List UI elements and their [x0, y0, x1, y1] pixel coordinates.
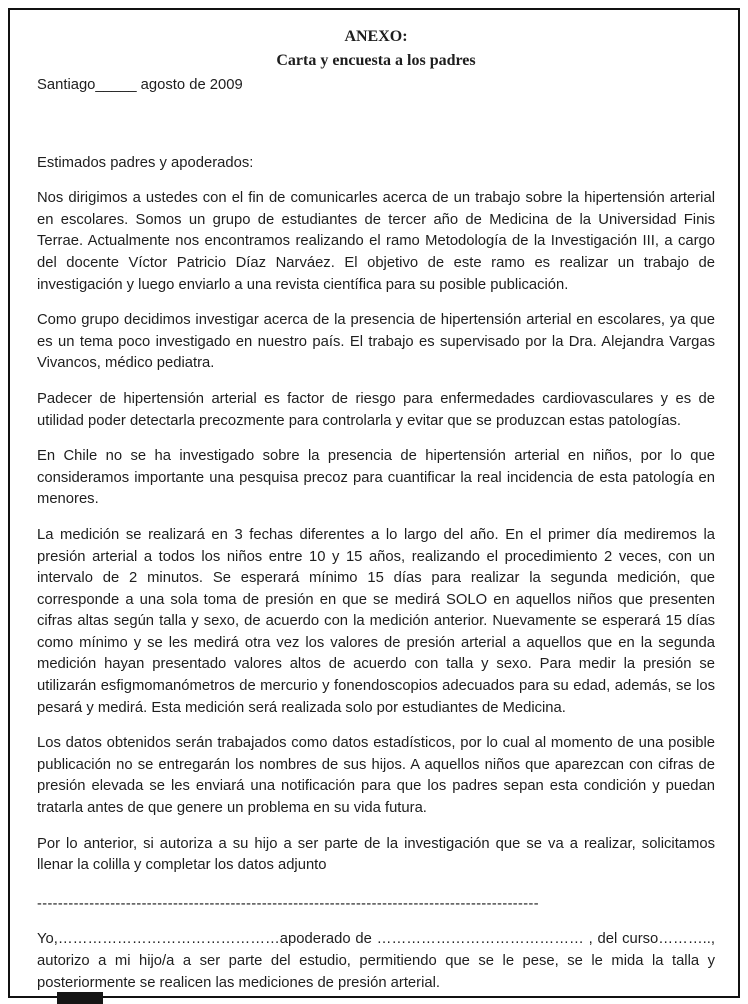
paragraph-study-topic: Como grupo decidimos investigar acerca de la presencia de hipertensión arterial en escolares, ya que es un tema poco investigado en nuestro país. El trabajo es supervisado por la Dra. Alejandra Vargas Vivancos, médico pediatra. — [37, 312, 715, 372]
cutoff-table-fragment — [57, 992, 103, 1004]
paragraph-introduction: Nos dirigimos a ustedes con el fin de comunicarles acerca de un trabajo sobre la hipertensión arterial en escolares. Somos un grupo de estudiantes de tercer año de Medicina de la Universidad Finis Terrae. Actualmente nos encontramos realizando el ramo Metodología de la Investigación III, a cargo del docente Víctor Patricio Díaz Narváez. El objetivo de este ramo es realizar un trabajo de investigación y luego enviarlo a una revista científica para su posible publicación. — [37, 190, 715, 293]
document-subtitle: Carta y encuesta a los padres — [276, 52, 476, 69]
paragraph-measurement-procedure: La medición se realizará en 3 fechas diferentes a lo largo del año. En el primer día mediremos la presión arterial a todos los niños entre 10 y 15 años, realizando el procedimiento 2 veces, con un intervalo de 2 minutos. Se esperará mínimo 15 días para realizar la segunda medición, que corresponde a una sola toma de presión en que se medirá SOLO en aquellos niños que presenten cifras altas según talla y sexo, de acuerdo con la medición anterior. Nuevamente se esperará 15 días como mínimo y se les medirá otra vez los valores de presión arterial a aquellos que en la segunda medición hayan presentado valores altos de acuerdo con talla y sexo. Para medir la presión se utilizarán esfigmomanómetros de mercurio y fonendoscopios adecuados para su edad, además, se los pesará y medirá. Esta medición será realizada solo por estudiantes de Medicina. — [37, 526, 715, 716]
authorization-slip-text: Yo,………………………………………apoderado de …………………………………… , del curso……….., autorizo a mi hijo/a a ser parte del estudio, permitiendo que se le pese, se le mida la talla y posteriormente se realicen las mediciones de presión arterial. — [37, 931, 715, 991]
document-page-border — [8, 8, 740, 998]
document-content — [37, 20, 715, 994]
dateline: Santiago_____ agosto de 2009 — [37, 77, 243, 93]
tear-off-divider: ------------------------------------------------------------------------------------------------ — [37, 895, 539, 912]
paragraph-risk-factor: Padecer de hipertensión arterial es factor de riesgo para enfermedades cardiovasculares y es de utilidad poder detectarla precozmente para controlarla y evitar que se produzcan estas patologías. — [37, 390, 715, 429]
paragraph-chile-context: En Chile no se ha investigado sobre la presencia de hipertensión arterial en niños, por lo que consideramos importante una pesquisa precoz para cuantificar la real incidencia de esta patología en menores. — [37, 448, 715, 508]
paragraph-authorization-request: Por lo anterior, si autoriza a su hijo a ser parte de la investigación que se va a realizar, solicitamos llenar la colilla y completar los datos adjunto — [37, 835, 715, 874]
document-title: ANEXO: — [344, 28, 408, 45]
paragraph-data-privacy: Los datos obtenidos serán trabajados como datos estadísticos, por lo cual al momento de una posible publicación no se entregarán los nombres de sus hijos. A aquellos niños que aparezcan con cifras de presión elevada se les enviará una notificación para que los padres sepan esta condición y puedan tratarla antes de que genere un problema en su vida futura. — [37, 735, 715, 817]
salutation: Estimados padres y apoderados: — [37, 154, 254, 171]
